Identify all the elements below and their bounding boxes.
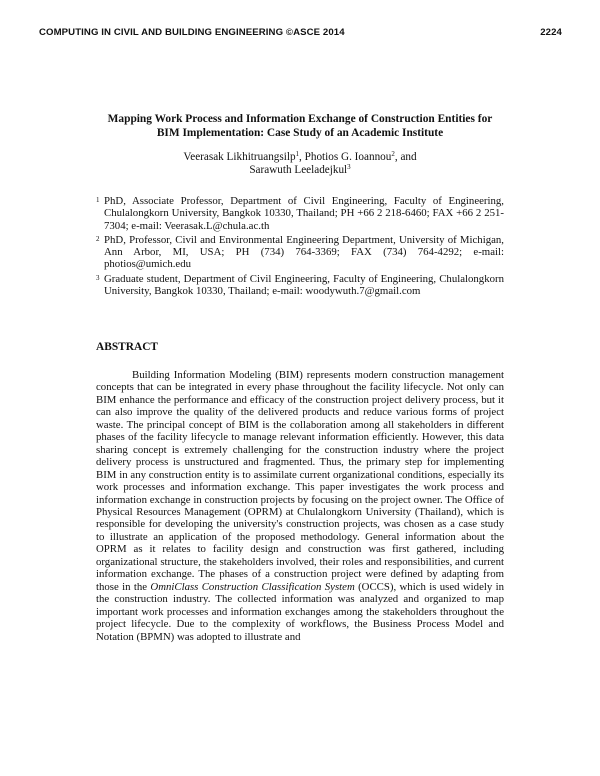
abstract-body xyxy=(96,369,504,643)
affiliation-2 xyxy=(96,234,504,271)
abstract-italic-term: OmniClass Construction Classification System xyxy=(150,580,355,593)
affiliation-text: PhD, Associate Professor, Department of Civil Engineering, Faculty of Engineering, Chulalongkorn University, Bangkok 10330, Thailand; PH +66 2 218-6460; FAX +66 2 251-7304; e-mail: Veerasak.L@chula.ac.th xyxy=(104,195,504,232)
paper-title-line-2: BIM Implementation: Case Study of an Academic Institute xyxy=(156,127,444,139)
paper-title-line-1: Mapping Work Process and Information Exchange of Construction Entities for xyxy=(107,113,493,125)
author-separator: , and xyxy=(394,151,417,163)
paper-title xyxy=(90,112,510,140)
author-list xyxy=(90,151,510,177)
abstract-heading: ABSTRACT xyxy=(96,341,159,353)
affiliation-marker: 3 xyxy=(96,273,100,282)
author-1: Veerasak Likhitruangsilp xyxy=(183,151,296,163)
author-3: Sarawuth Leeladejkul xyxy=(249,164,348,176)
abstract-text-part-1: Building Information Modeling (BIM) represents modern construction management concepts that can be integrated in every phase throughout the facility lifecycle. Not only can BIM enhance the performance and efficacy of the construction project delivery process, but it can also improve the quality of the delivered products and reduce various forms of project waste. The principal concept of BIM is the collaboration among all stakeholders in different phases of the facility lifecycle to manage relevant information efficiently. However, this data sharing concept is extremely challenging for the construction industry where the project delivery process is unstructured and fragmented. Thus, the primary step for implementing BIM in any construction entity is to assimilate current organizational conditions, especially its work processes and information exchange. This paper investigates the work process and information exchange in construction projects by focusing on the project owner. The Office of Physical Resources Management (OPRM) at Chulalongkorn University (Thailand), which is responsible for developing the university's construction projects, was chosen as a case study to illustrate an application of the proposed methodology. General information about the OPRM as it relates to facility design and construction was first gathered, including organizational structure, the stakeholders involved, their roles and responsibilities, and current information exchange. The phases of a construction project were defined by adapting from those in the xyxy=(96,369,504,593)
affiliation-marker: 2 xyxy=(96,234,100,243)
author-1-sup: 1 xyxy=(295,150,300,158)
affiliation-1 xyxy=(96,195,504,232)
author-3-sup: 3 xyxy=(347,163,351,171)
affiliations xyxy=(96,195,504,299)
affiliation-marker: 1 xyxy=(96,196,100,204)
author-separator: , xyxy=(299,151,305,163)
journal-title: COMPUTING IN CIVIL AND BUILDING ENGINEERING ©ASCE 2014 xyxy=(39,27,345,38)
author-2-sup: 2 xyxy=(391,150,395,158)
affiliation-text: Graduate student, Department of Civil Engineering, Faculty of Engineering, Chulalongkorn University, Bangkok 10330, Thailand; e-mail: woodywuth.7@gmail.com xyxy=(104,272,504,298)
affiliation-text: PhD, Professor, Civil and Environmental Engineering Department, University of Michigan, Ann Arbor, MI, USA; PH (734) 764-3369; FAX (734) 764-4292; e-mail: photios@umich.edu xyxy=(104,233,504,271)
page-number: 2224 xyxy=(540,27,562,38)
affiliation-3 xyxy=(96,273,504,298)
author-2: Photios G. Ioannou xyxy=(304,151,392,163)
abstract-text-part-2: (OCCS), which is used widely in the construction industry. The collected information was analyzed and organized to map important work processes and information exchanges among the stakeholders throughout the project lifecycle. Due to the complexity of workflows, the Business Process Model and Notation (BPMN) was adopted to illustrate and xyxy=(96,580,505,643)
